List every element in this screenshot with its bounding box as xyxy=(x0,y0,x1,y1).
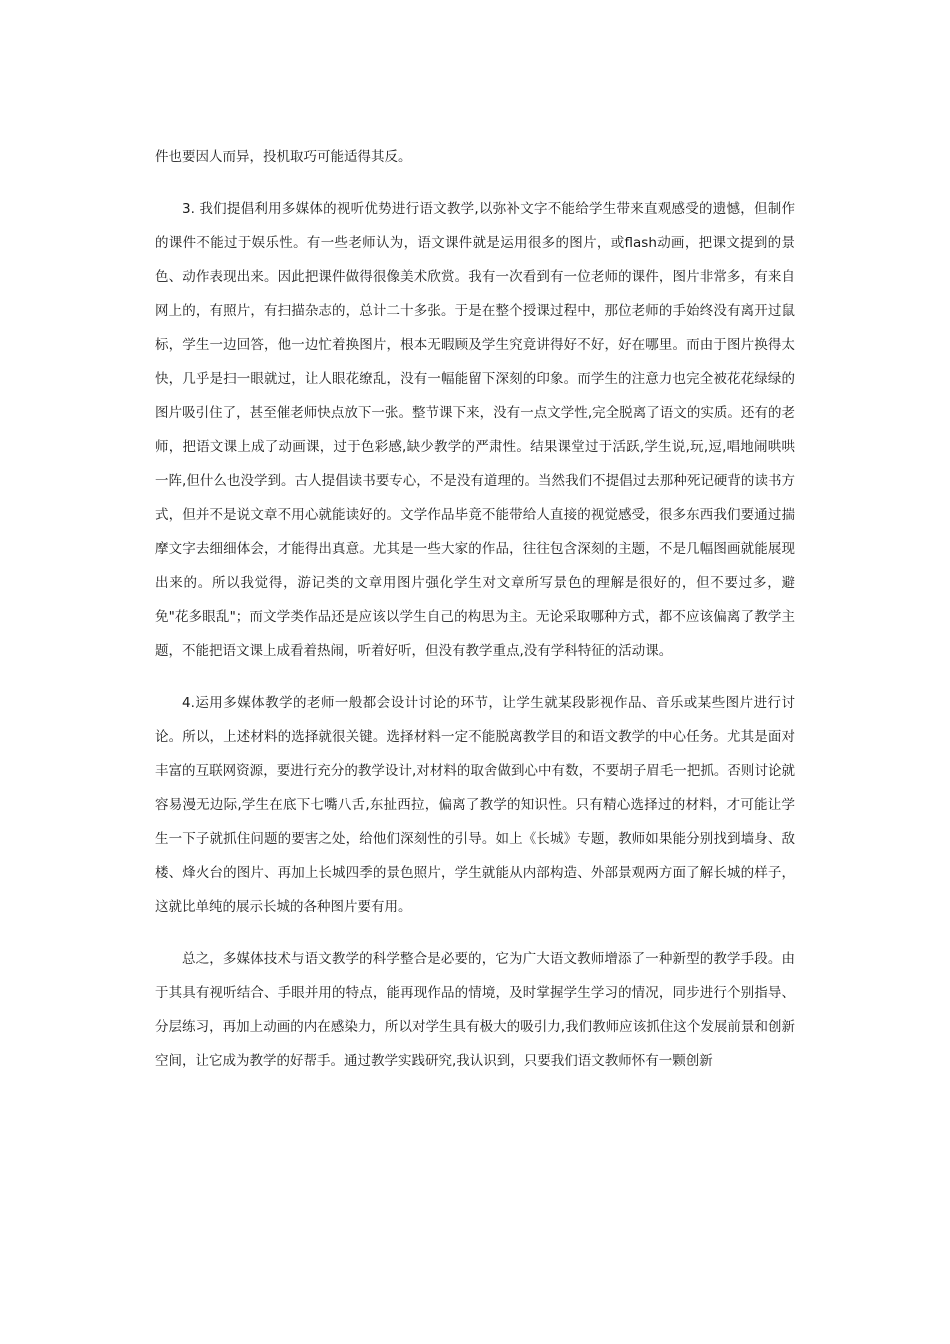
paragraph-continuation: 件也要因人而异，投机取巧可能适得其反。 xyxy=(155,149,412,165)
document-body xyxy=(155,140,795,1078)
paragraph-point-3: 3. 我们提倡利用多媒体的视听优势进行语文教学,以弥补文字不能给学生带来直观感受的遗憾，但制作的课件不能过于娱乐性。有一些老师认为，语文课件就是运用很多的图片，或flash动画，把课文提到的景色、动作表现出来。因此把课件做得很像美术欣赏。我有一次看到有一位老师的课件，图片非常多，有来自网上的，有照片，有扫描杂志的，总计二十多张。于是在整个授课过程中，那位老师的手始终没有离开过鼠标，学生一边回答，他一边忙着换图片，根本无暇顾及学生究竟讲得好不好，好在哪里。而由于图片换得太快，几乎是扫一眼就过，让人眼花缭乱，没有一幅能留下深刻的印象。而学生的注意力也完全被花花绿绿的图片吸引住了，甚至催老师快点放下一张。整节课下来，没有一点文学性,完全脱离了语文的实质。还有的老师，把语文课上成了动画课，过于色彩感,缺少教学的严肃性。结果课堂过于活跃,学生说,玩,逗,唱地闹哄哄一阵,但什么也没学到。古人提倡读书要专心，不是没有道理的。当然我们不提倡过去那种死记硬背的读书方式，但并不是说文章不用心就能读好的。文学作品毕竟不能带给人直接的视觉感受，很多东西我们要通过揣摩文字去细细体会，才能得出真意。尤其是一些大家的作品，往往包含深刻的主题，不是几幅图画就能展现出来的。所以我觉得，游记类的文章用图片强化学生对文章所写景色的理解是很好的，但不要过多，避免"花多眼乱"；而文学类作品还是应该以学生自己的构思为主。无论采取哪种方式，都不应该偏离了教学主题，不能把语文课上成看着热闹，听着好听，但没有教学重点,没有学科特征的活动课。 xyxy=(155,201,795,659)
paragraph-conclusion: 总之，多媒体技术与语文教学的科学整合是必要的，它为广大语文教师增添了一种新型的教学手段。由于其具有视听结合、手眼并用的特点，能再现作品的情境，及时掌握学生学习的情况，同步进行个别指导、分层练习，再加上动画的内在感染力，所以对学生具有极大的吸引力,我们教师应该抓住这个发展前景和创新空间，让它成为教学的好帮手。通过教学实践研究,我认识到，只要我们语文教师怀有一颗创新 xyxy=(155,951,795,1069)
paragraph-point-4: 4.运用多媒体教学的老师一般都会设计讨论的环节，让学生就某段影视作品、音乐或某些图片进行讨论。所以，上述材料的选择就很关键。选择材料一定不能脱离教学目的和语文教学的中心任务。尤其是面对丰富的互联网资源，要进行充分的教学设计,对材料的取舍做到心中有数，不要胡子眉毛一把抓。否则讨论就容易漫无边际,学生在底下七嘴八舌,东扯西拉，偏离了教学的知识性。只有精心选择过的材料，才可能让学生一下子就抓住问题的要害之处，给他们深刻性的引导。如上《长城》专题，教师如果能分别找到墙身、敌楼、烽火台的图片、再加上长城四季的景色照片，学生就能从内部构造、外部景观两方面了解长城的样子，这就比单纯的展示长城的各种图片要有用。 xyxy=(155,695,795,915)
